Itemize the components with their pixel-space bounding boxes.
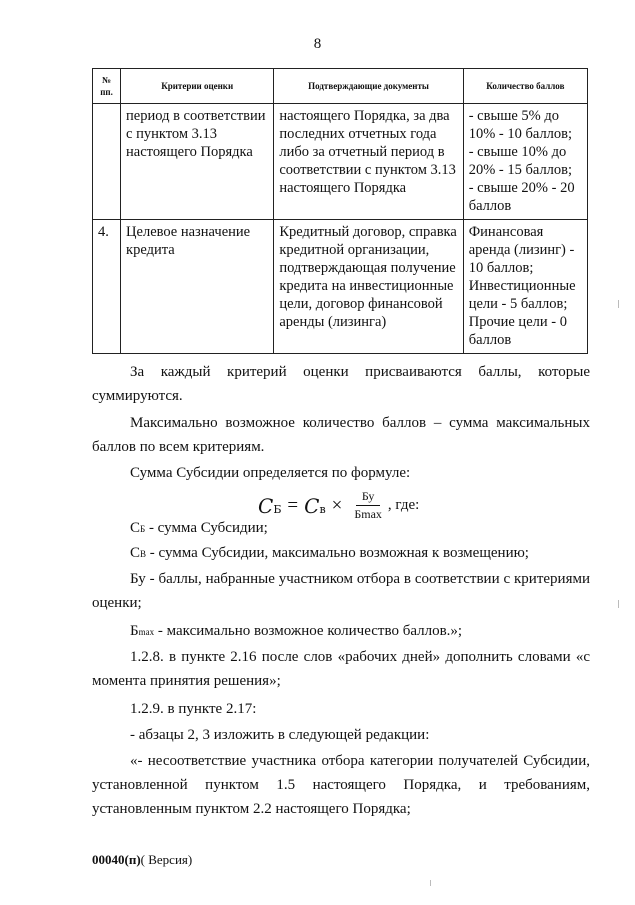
definition-sb: СБ - сумма Субсидии;	[130, 520, 268, 536]
scan-mark	[618, 300, 619, 308]
definition-bmax: Бmax - максимально возможное количество баллов.»;	[130, 623, 463, 639]
header-points: Количество баллов	[463, 69, 587, 104]
paragraph-max-points: Максимально возможное количество баллов – сумма максимальных баллов по всем критериям.	[92, 415, 590, 455]
paragraph-points-summed: За каждый критерий оценки присваиваются баллы, которые суммируются.	[92, 364, 590, 404]
row-documents: настоящего Порядка, за два последних отчетных года либо за отчетный период в соответствии с пунктом 3.13 настоящего Порядка	[274, 104, 463, 220]
definition-bu: Бу - баллы, набранные участником отбора в соответствии с критериями оценки;	[92, 571, 590, 611]
paragraph-1-2-9: 1.2.9. в пункте 2.17:	[130, 701, 257, 717]
paragraph-abzacy: - абзацы 2, 3 изложить в следующей редакции:	[130, 727, 430, 743]
formula-numerator: Бу	[356, 489, 381, 506]
formula-tail: , где:	[387, 497, 420, 513]
header-criteria: Критерии оценки	[121, 69, 274, 104]
row-points: - свыше 5% до 10% - 10 баллов; - свыше 10% до 20% - 15 баллов; - свыше 20% - 20 баллов	[463, 104, 587, 220]
header-number: № пп.	[93, 69, 121, 104]
header-documents: Подтверждающие документы	[274, 69, 463, 104]
page-number: 8	[313, 36, 322, 52]
paragraph-1-2-8: 1.2.8. в пункте 2.16 после слов «рабочих дней» дополнить словами «с момента принятия решения»;	[92, 649, 590, 689]
footer-code: 00040(п)( Версия)	[92, 852, 193, 867]
row-criterion: период в соответствии с пунктом 3.13 настоящего Порядка	[121, 104, 274, 220]
table-row	[93, 104, 588, 220]
table-row	[93, 220, 588, 354]
criteria-table	[92, 68, 588, 354]
formula-denominator: Бmax	[354, 507, 382, 521]
formula-rhs: Св	[304, 493, 326, 518]
row-number	[93, 104, 121, 220]
scan-mark	[430, 880, 431, 886]
row-number: 4.	[93, 220, 121, 354]
table-header-row	[93, 69, 588, 104]
paragraph-formula-intro: Сумма Субсидии определяется по формуле:	[130, 465, 411, 481]
scan-mark	[618, 600, 619, 608]
row-criterion: Целевое назначение кредита	[121, 220, 274, 354]
formula-lhs: СБ	[258, 493, 282, 518]
row-points: Финансовая аренда (лизинг) - 10 баллов; Инвестиционные цели - 5 баллов; Прочие цели - 0 баллов	[463, 220, 587, 354]
formula-equals: =	[287, 494, 299, 516]
paragraph-quote: «- несоответствие участника отбора категории получателей Субсидии, установленной пунктом 1.5 настоящего Порядка, и требованиям, установленным пунктом 2.2 настоящего Порядка;	[92, 753, 590, 817]
definition-sv: СВ - сумма Субсидии, максимально возможная к возмещению;	[130, 545, 529, 561]
formula-times: ×	[331, 494, 343, 516]
row-documents: Кредитный договор, справка кредитной организации, подтверждающая получение кредита на инвестиционные цели, договор финансовой аренды (лизинга)	[274, 220, 463, 354]
